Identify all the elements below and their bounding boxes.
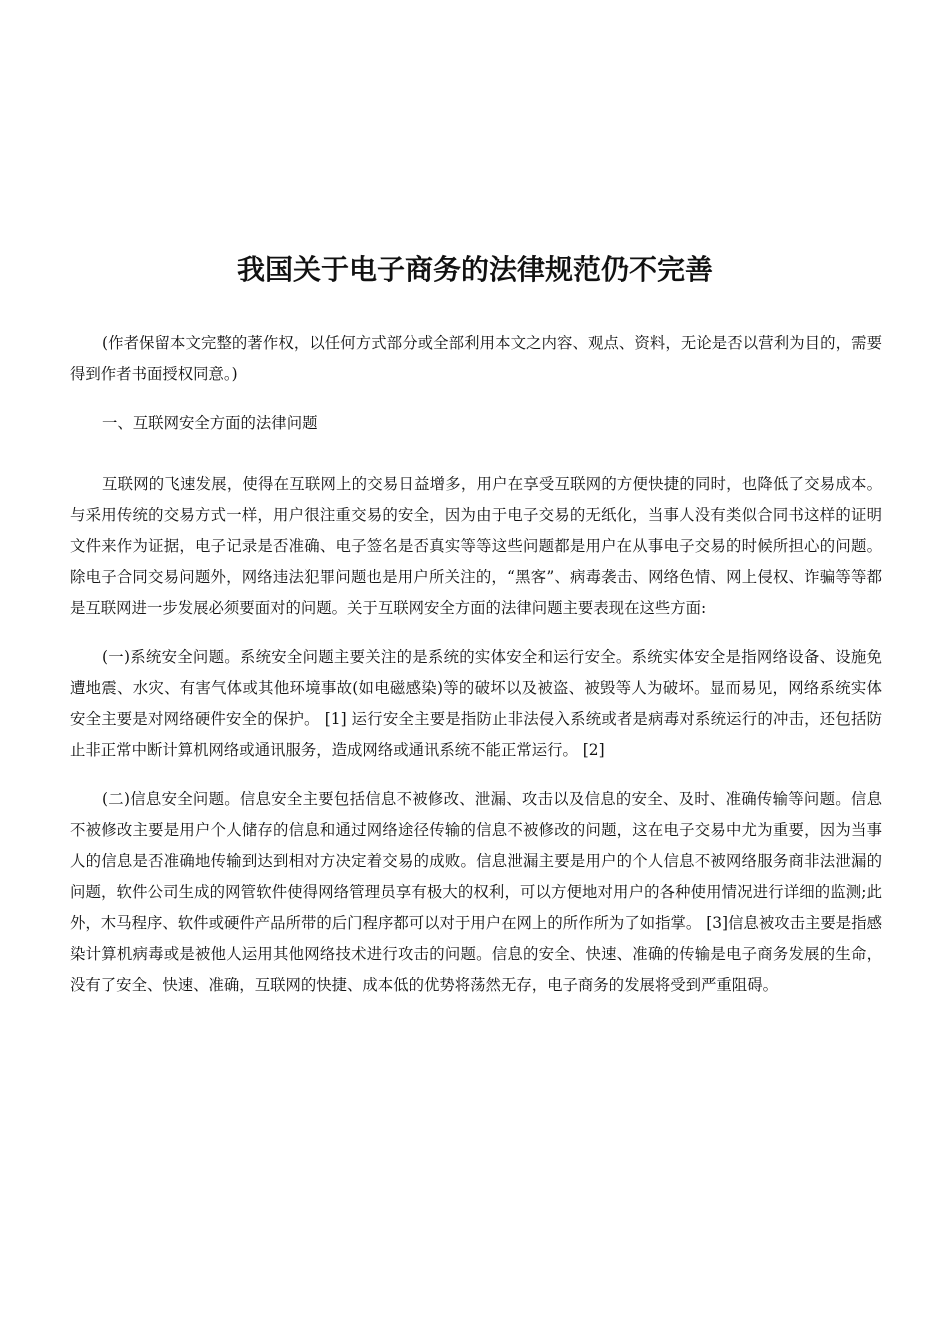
body-paragraph: 互联网的飞速发展，使得在互联网上的交易日益增多，用户在享受互联网的方便快捷的同时，也降低了交易成本。与采用传统的交易方式一样，用户很注重交易的安全，因为由于电子交易的无纸化，当事人没有类似合同书这样的证明文件来作为证据，电子记录是否准确、电子签名是否真实等等这些问题都是用户在从事电子交易的时候所担心的问题。除电子合同交易问题外，网络违法犯罪问题也是用户所关注的，“黑客”、病毒袭击、网络色情、网上侵权、诈骗等等都是互联网进一步发展必须要面对的问题。关于互联网安全方面的法律问题主要表现在这些方面: [70,475,882,617]
document-title: 我国关于电子商务的法律规范仍不完善 [236,253,713,286]
body-paragraph: (一)系统安全问题。系统安全问题主要关注的是系统的实体安全和运行安全。系统实体安全是指网络设备、设施免遭地震、水灾、有害气体或其他环境事故(如电磁感染)等的破坏以及被盗、被毁等人为破坏。显而易见，网络系统实体安全主要是对网络硬件安全的保护。 [1] 运行安全主要是指防止非法侵入系统或者是病毒对系统运行的冲击，还包括防止非正常中断计算机网络或通讯服务，造成网络或通讯系统不能正常运行。 [2] [70,648,882,759]
section-heading: 一、互联网安全方面的法律问题 [102,414,318,432]
body-paragraph: (二)信息安全问题。信息安全主要包括信息不被修改、泄漏、攻击以及信息的安全、及时、准确传输等问题。信息不被修改主要是用户个人储存的信息和通过网络途径传输的信息不被修改的问题，这在电子交易中尤为重要，因为当事人的信息是否准确地传输到达到相对方决定着交易的成败。信息泄漏主要是用户的个人信息不被网络服务商非法泄漏的问题，软件公司生成的网管软件使得网络管理员享有极大的权利，可以方便地对用户的各种使用情况进行详细的监测;此外，木马程序、软件或硬件产品所带的后门程序都可以对于用户在网上的所作所为了如指掌。 [3]信息被攻击主要是指感染计算机病毒或是被他人运用其他网络技术进行攻击的问题。信息的安全、快速、准确的传输是电子商务发展的生命，没有了安全、快速、准确，互联网的快捷、成本低的优势将荡然无存，电子商务的发展将受到严重阻碍。 [70,790,882,994]
document-body [70,328,882,1019]
copyright-notice: (作者保留本文完整的著作权，以任何方式部分或全部利用本文之内容、观点、资料，无论是否以营利为目的，需要得到作者书面授权同意。) [70,334,882,383]
